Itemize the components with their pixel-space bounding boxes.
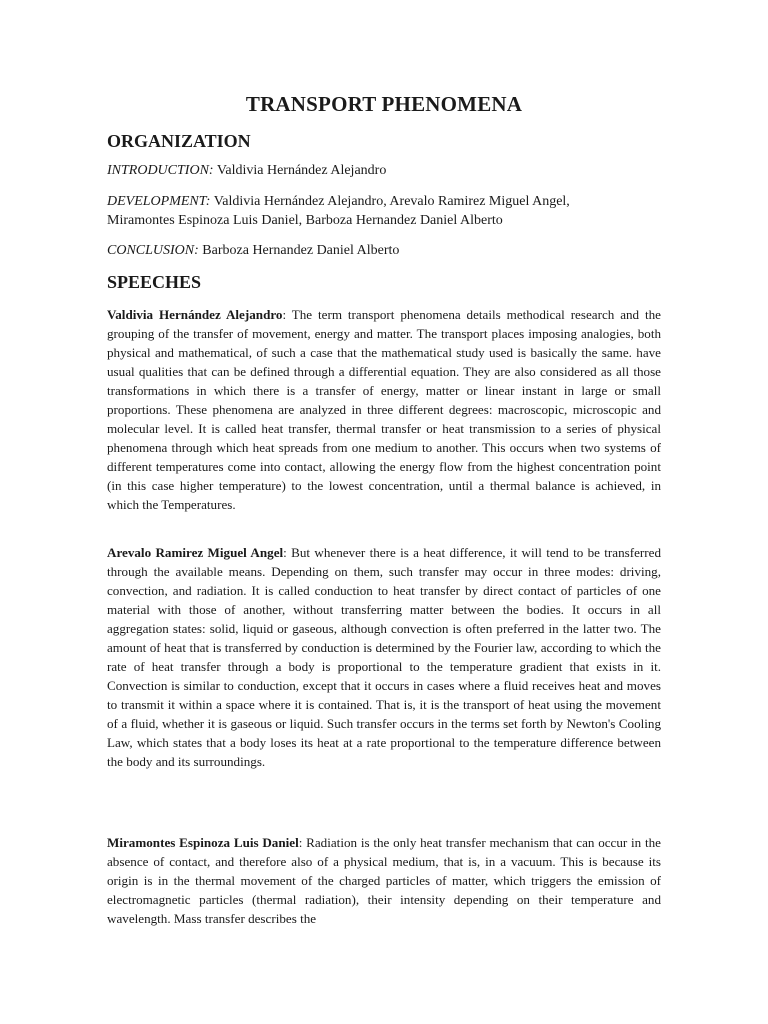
- speech-paragraph-arevalo: [107, 543, 661, 771]
- conclusion-line: [107, 240, 663, 262]
- introduction-label: INTRODUCTION:: [107, 163, 214, 178]
- speech-paragraph-valdivia: [107, 305, 661, 514]
- speaker-name: Arevalo Ramirez Miguel Angel: [107, 545, 284, 560]
- speaker-name: Miramontes Espinoza Luis Daniel: [107, 835, 299, 850]
- speech-text: : The term transport phenomena details methodical research and the grouping of the transfer of movement, energy and matter. The transport places imposing analogies, both physical and mathematical, of such a case that the mathematical study used is basically the same. have usual qualities that can be defined through a differential equation. They are also considered as all those transformations in which there is a transfer of energy, matter or linear instant in large or small proportions. These phenomena are analyzed in three different degrees: macroscopic, microscopic and molecular level. It is called heat transfer, thermal transfer or heat transmission to a series of physical phenomena through which heat spreads from one medium to another. This occurs when two systems of different temperatures come into contact, allowing the energy flow from the highest concentration point (in this case higher temperature) to the lowest concentration, until a thermal balance is achieved, in which the Temperatures.: [107, 307, 661, 512]
- introduction-line: [107, 160, 663, 182]
- development-line-2: [107, 210, 663, 232]
- development-label: DEVELOPMENT:: [107, 194, 211, 209]
- speeches-heading: SPEECHES: [107, 272, 202, 292]
- speech-text: : But whenever there is a heat difference, it will tend to be transferred through the available means. Depending on them, such transfer may occur in three modes: driving, convection, and radiation. It is called conduction to heat transfer by direct contact of particles of one material with those of another, without transferring matter between the bodies. It occurs in all aggregation states: solid, liquid or gaseous, although convection is often preferred in the latter two. The amount of heat that is transferred by conduction is determined by the Fourier law, according to which the rate of heat transfer through a body is proportional to the temperature gradient that exists in it. Convection is similar to conduction, except that it occurs in cases where a fluid receives heat and moves to transmit it within a space where it is contained. That is, it is the transport of heat using the movement of a fluid, whether it is gaseous or liquid. Such transfer occurs in the terms set forth by Newton's Cooling Law, which states that a body loses its heat at a rate proportional to the temperature difference between the body and its surroundings.: [107, 545, 661, 769]
- organization-heading: ORGANIZATION: [107, 131, 251, 151]
- document-title: TRANSPORT PHENOMENA: [245, 92, 523, 116]
- introduction-text: Valdivia Hernández Alejandro: [213, 163, 387, 178]
- speech-text: : Radiation is the only heat transfer mechanism that can occur in the absence of contact, and therefore also of a physical medium, that is, in a vacuum. This is because its origin is in the thermal movement of the charged particles of matter, which triggers the emission of electromagnetic particles (thermal radiation), their intensity depending on their temperature and wavelength. Mass transfer describes the: [107, 835, 661, 926]
- conclusion-text: Barboza Hernandez Daniel Alberto: [198, 243, 400, 258]
- development-text-2: Miramontes Espinoza Luis Daniel, Barboza Hernandez Daniel Alberto: [107, 213, 503, 228]
- speaker-name: Valdivia Hernández Alejandro: [107, 307, 283, 322]
- conclusion-label: CONCLUSION:: [107, 243, 199, 258]
- development-text-1: Valdivia Hernández Alejandro, Arevalo Ramirez Miguel Angel,: [210, 194, 570, 209]
- speech-paragraph-miramontes: [107, 833, 661, 928]
